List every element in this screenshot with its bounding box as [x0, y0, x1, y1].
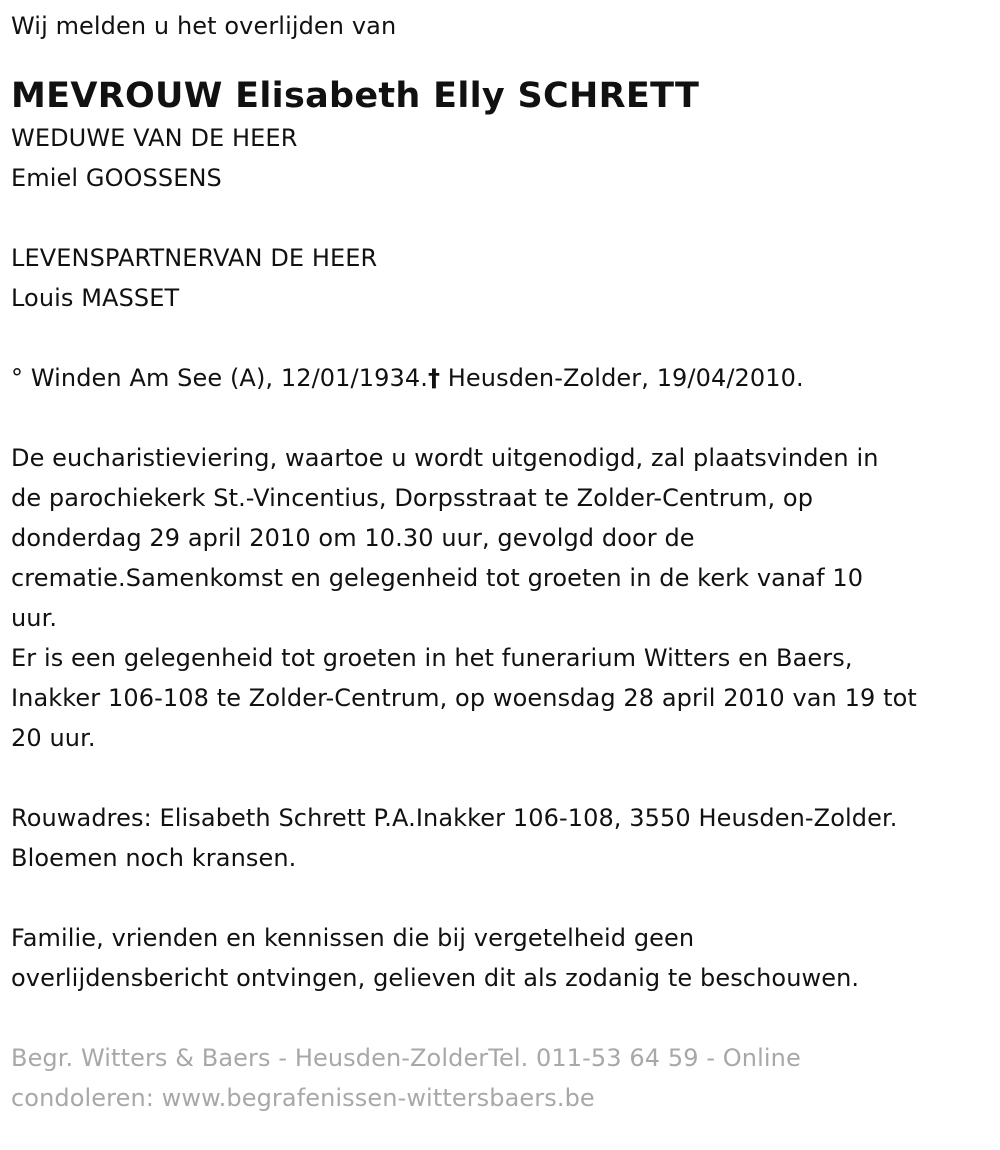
- ceremony-line: de parochiekerk St.-Vincentius, Dorpsstraat te Zolder-Centrum, op: [11, 484, 814, 512]
- ceremony-paragraph: [11, 438, 990, 758]
- birth-info: ° Winden Am See (A), 12/01/1934.: [11, 364, 428, 392]
- ceremony-line: Inakker 106-108 te Zolder-Centrum, op woensdag 28 april 2010 van 19 tot: [11, 684, 917, 712]
- partner-name: Louis MASSET: [11, 284, 180, 312]
- spacer: [11, 318, 990, 358]
- closing-line: overlijdensbericht ontvingen, gelieven dit als zodanig te beschouwen.: [11, 964, 860, 992]
- spacer: [11, 878, 990, 918]
- address-paragraph: [11, 798, 990, 878]
- footer-line: condoleren: www.begrafenissen-wittersbaers.be: [11, 1084, 595, 1112]
- birth-death-line: [11, 358, 990, 398]
- ceremony-line: crematie.Samenkomst en gelegenheid tot groeten in de kerk vanaf 10: [11, 564, 864, 592]
- widow-title: WEDUWE VAN DE HEER: [11, 124, 298, 152]
- spacer: [11, 998, 990, 1038]
- footer-line: Begr. Witters & Baers - Heusden-ZolderTel. 011-53 64 59 - Online: [11, 1044, 801, 1072]
- ceremony-line: donderdag 29 april 2010 om 10.30 uur, gevolgd door de: [11, 524, 695, 552]
- death-info: Heusden-Zolder, 19/04/2010.: [440, 364, 804, 392]
- spacer: [11, 758, 990, 798]
- ceremony-line: uur.: [11, 604, 58, 632]
- deceased-name: MEVROUW Elisabeth Elly SCHRETT: [11, 76, 700, 116]
- ceremony-line: 20 uur.: [11, 724, 96, 752]
- cross-icon: †: [427, 364, 441, 392]
- partner-title: LEVENSPARTNERVAN DE HEER: [11, 244, 378, 272]
- husband-name: Emiel GOOSSENS: [11, 164, 222, 192]
- closing-paragraph: [11, 918, 990, 998]
- closing-line: Familie, vrienden en kennissen die bij vergetelheid geen: [11, 924, 695, 952]
- flowers-note: Bloemen noch kransen.: [11, 844, 297, 872]
- spacer: [11, 198, 990, 238]
- ceremony-line: Er is een gelegenheid tot groeten in het funerarium Witters en Baers,: [11, 644, 853, 672]
- spacer: [11, 398, 990, 438]
- funeral-home-footer: [11, 1038, 911, 1118]
- ceremony-line: De eucharistieviering, waartoe u wordt uitgenodigd, zal plaatsvinden in: [11, 444, 879, 472]
- intro-text: Wij melden u het overlijden van: [11, 12, 397, 40]
- mourning-address: Rouwadres: Elisabeth Schrett P.A.Inakker 106-108, 3550 Heusden-Zolder.: [11, 804, 898, 832]
